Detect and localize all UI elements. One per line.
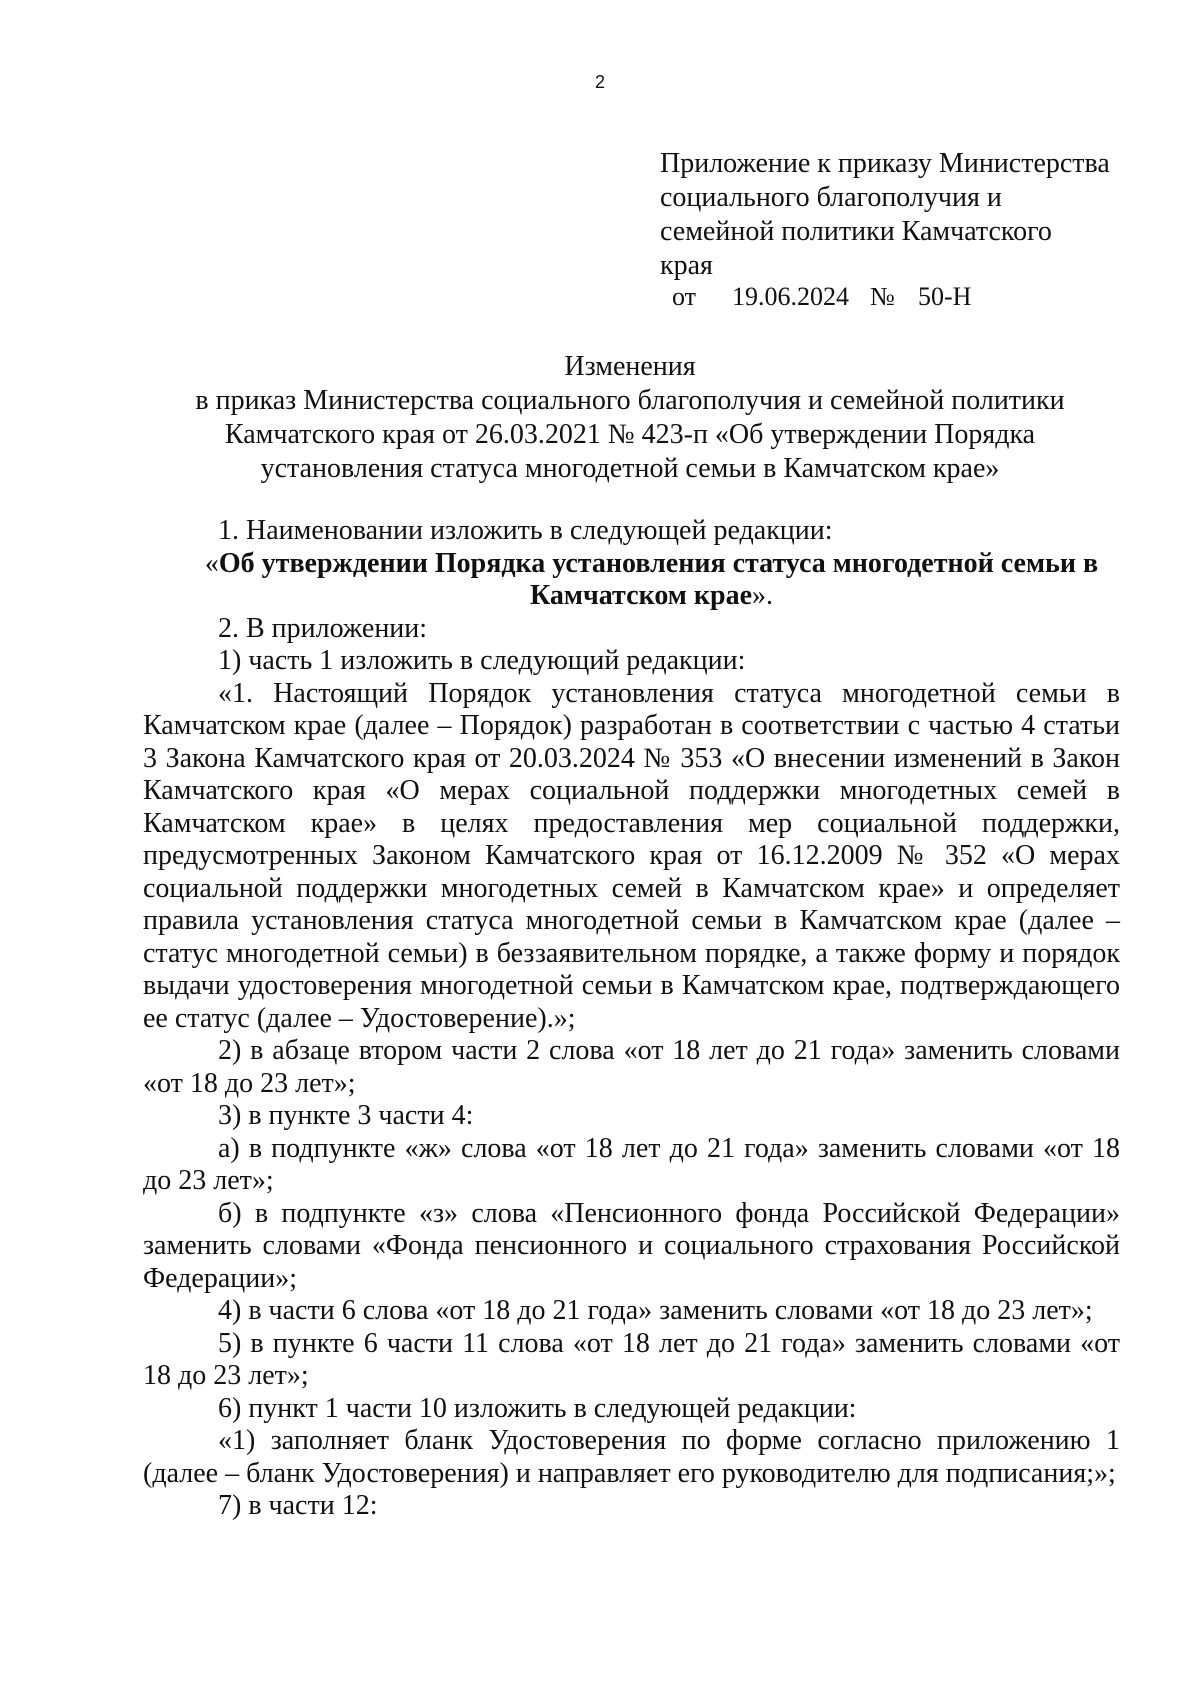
subitem-1: 1) часть 1 изложить в следующий редакции:	[218, 645, 746, 676]
appendix-line: края	[660, 250, 713, 281]
appendix-header	[660, 147, 1140, 283]
date-prefix: от	[672, 282, 697, 311]
number-sign: №	[870, 282, 895, 311]
appendix-line: социального благополучия и	[660, 182, 1002, 213]
title-line: в приказ Министерства социального благополучия и семейной политики	[195, 385, 1065, 416]
subitem-6-text: «1) заполняет бланк Удостоверения по форме согласно приложению 1 (далее – бланк Удостоверения) и направляет его руководителю для подписания;»;	[143, 1425, 1120, 1489]
subitem-3a: а) в подпункте «ж» слова «от 18 лет до 21 года» заменить словами «от 18 до 23 лет»;	[143, 1132, 1120, 1196]
appendix-line: Приложение к приказу Министерства	[660, 148, 1110, 179]
page-number: 2	[594, 72, 605, 92]
subitem-5: 5) в пункте 6 части 11 слова «от 18 лет до 21 года» заменить словами «от 18 до 23 лет»;	[143, 1327, 1120, 1391]
subitem-3b: б) в подпункте «з» слова «Пенсионного фонда Российской Федерации» заменить словами «Фонда пенсионного и социального страхования Российской Федерации»;	[143, 1197, 1120, 1294]
document-body	[143, 515, 1120, 1523]
title-line: установления статуса многодетной семьи в Камчатском крае»	[260, 453, 1000, 484]
new-title-text: Об утверждении Порядка установления статуса многодетной семьи в Камчатском крае	[218, 547, 1099, 611]
subitem-2: 2) в абзаце втором части 2 слова «от 18 лет до 21 года» заменить словами «от 18 до 23 лет»;	[143, 1035, 1120, 1099]
item-1: 1. Наименовании изложить в следующей редакции:	[218, 515, 833, 546]
subitem-1-text: «1. Настоящий Порядок установления статуса многодетной семьи в Камчатском крае (далее – Порядок) разработан в соответствии с частью 4 статьи 3 Закона Камчатского края от 20.03.2024 № 353 «О внесении изменений в Закон Камчатского края «О мерах социальной поддержки многодетных семей в Камчатском крае» в целях предоставления мер социальной поддержки, предусмотренных Законом Камчатского края от 16.12.2009 № 352 «О мерах социальной поддержки многодетных семей в Камчатском крае» и определяет правила установления статуса многодетной семьи в Камчатском крае (далее – статус многодетной семьи) в беззаявительном порядке, а также форму и порядок выдачи удостоверения многодетной семьи в Камчатском крае, подтверждающего ее статус (далее – Удостоверение).»;	[143, 677, 1120, 1034]
subitem-3: 3) в пункте 3 части 4:	[218, 1100, 474, 1131]
title-line: Камчатского края от 26.03.2021 № 423-п «Об утверждении Порядка	[224, 419, 1036, 450]
order-number: 50-Н	[918, 282, 972, 311]
quote-close: ».	[752, 580, 774, 611]
title-line: Изменения	[564, 351, 696, 382]
subitem-7: 7) в части 12:	[218, 1490, 378, 1521]
subitem-6: 6) пункт 1 части 10 изложить в следующей редакции:	[218, 1392, 857, 1424]
quote-open: «	[204, 547, 219, 579]
item-2: 2. В приложении:	[218, 612, 428, 644]
subitem-4: 4) в части 6 слова «от 18 до 21 года» заменить словами «от 18 до 23 лет»;	[218, 1295, 1093, 1326]
appendix-line: семейной политики Камчатского	[660, 216, 1052, 247]
document-title	[140, 350, 1120, 486]
order-date: 19.06.2024	[732, 282, 849, 311]
item-1-new-title	[143, 548, 1120, 613]
